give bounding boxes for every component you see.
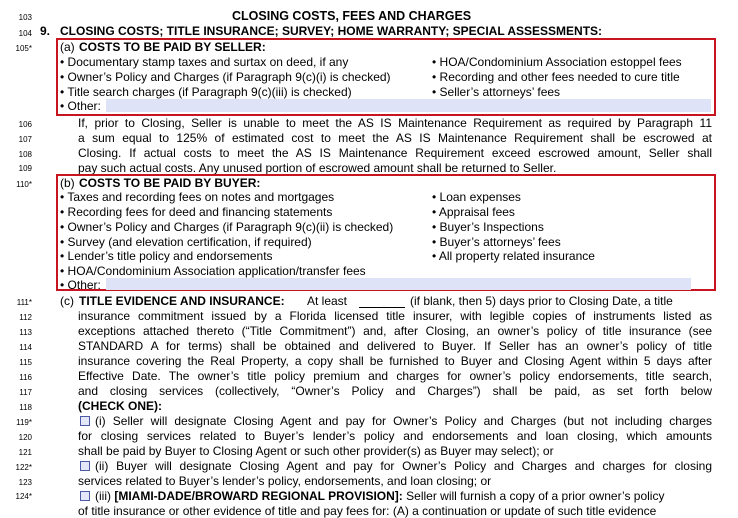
- line-number: 110*: [16, 180, 32, 189]
- buyer-cost-item: • Recording fees for deed and financing statements: [60, 205, 333, 219]
- line-number: 121: [18, 448, 32, 457]
- title-evidence-line-end: (if blank, then 5) days prior to Closing Date, a title: [410, 294, 673, 308]
- line-number: 120: [18, 433, 32, 442]
- line-number: 105*: [15, 44, 32, 53]
- buyer-other-label: • Other:: [60, 278, 101, 292]
- seller-other-field[interactable]: [106, 99, 711, 112]
- seller-section-label: (a): [60, 40, 75, 54]
- text-line: If, prior to Closing, Seller is unable to meet the AS IS Maintenance Requirement as required by Paragraph 11: [78, 116, 712, 130]
- buyer-cost-item: • All property related insurance: [432, 249, 595, 263]
- text-line: STANDARD A for terms) shall be obtained and delivered to Buyer. If Seller has an owner’s policy of title: [78, 339, 712, 353]
- option-ii-line: (ii) Buyer will designate Closing Agent and pay for Owner’s Policy and Charges and charges for closing: [95, 459, 712, 473]
- line-number: 109: [18, 164, 32, 173]
- line-number: 115: [19, 358, 32, 367]
- buyer-cost-item: • Appraisal fees: [432, 205, 515, 219]
- option-iii-line-2: of title insurance or other evidence of title and pay fees for: (A) a continuation or update of such title evidence: [78, 504, 657, 518]
- buyer-section-label: (b): [60, 176, 75, 190]
- text-line: insurance commitment issued by a Florida licensed title insurer, with legible copies of instruments listed as: [78, 309, 712, 323]
- option-iii-checkbox[interactable]: [80, 491, 90, 501]
- text-line: pay such actual costs. Any unused portion of escrowed amount shall be returned to Seller.: [78, 161, 557, 175]
- line-number: 108: [18, 150, 32, 159]
- buyer-cost-item: • Buyer’s Inspections: [432, 220, 544, 234]
- option-i-line: shall be paid by Buyer to Closing Agent or such other provider(s) as Buyer may select); or: [78, 444, 554, 458]
- option-iii-rest: Seller will furnish a copy of a prior owner’s policy: [406, 489, 665, 503]
- buyer-cost-item: • Loan expenses: [432, 190, 521, 204]
- line-number: 118: [19, 403, 32, 412]
- seller-section-title: COSTS TO BE PAID BY SELLER:: [79, 40, 266, 54]
- section-title: CLOSING COSTS; TITLE INSURANCE; SURVEY; HOME WARRANTY; SPECIAL ASSESSMENTS:: [60, 24, 603, 38]
- line-number: 103: [18, 13, 32, 22]
- buyer-cost-item: • Survey (and elevation certification, if required): [60, 235, 312, 249]
- seller-cost-item: • Owner’s Policy and Charges (if Paragraph 9(c)(i) is checked): [60, 70, 391, 84]
- line-number: 107: [18, 135, 32, 144]
- seller-cost-item: • Recording and other fees needed to cure title: [432, 70, 680, 84]
- line-number: 104: [18, 29, 32, 38]
- text-line: and closing services (collectively, “Owner’s Policy and Charges”) shall be paid, as set forth below: [78, 384, 712, 398]
- title-evidence-label: (c): [60, 294, 74, 308]
- option-iii-regional-provision: [MIAMI-DADE/BROWARD REGIONAL PROVISION]:: [114, 489, 403, 503]
- line-number: 106: [18, 120, 32, 129]
- line-number: 122*: [15, 463, 32, 472]
- document-heading: CLOSING COSTS, FEES AND CHARGES: [232, 9, 472, 23]
- text-line: Effective Date. The owner’s title policy premium and charges for owner’s policy endorsements, title search,: [78, 369, 712, 383]
- buyer-other-field[interactable]: [106, 278, 691, 290]
- line-number: 113: [19, 328, 32, 337]
- line-number: 111*: [16, 298, 32, 307]
- seller-cost-item: • Documentary stamp taxes and surtax on deed, if any: [60, 55, 349, 69]
- seller-cost-item: • Title search charges (if Paragraph 9(c)(iii) is checked): [60, 85, 352, 99]
- option-i-checkbox[interactable]: [80, 416, 90, 426]
- buyer-cost-item: • Taxes and recording fees on notes and mortgages: [60, 190, 335, 204]
- seller-cost-item: • Seller’s attorneys’ fees: [432, 85, 561, 99]
- text-line: insurance covering the Real Property, a copy shall be furnished to Buyer and Closing Agent within 5 days after: [78, 354, 712, 368]
- line-number: 112: [19, 313, 32, 322]
- line-number: 116: [19, 373, 32, 382]
- option-i-line: for closing services related to Buyer’s lender’s policy and endorsements and loan closing, which amounts: [78, 429, 712, 443]
- text-line: Closing. If actual costs to meet the AS IS Maintenance Requirement exceed escrowed amount, Seller shall: [78, 146, 712, 160]
- option-i-line: (i) Seller will designate Closing Agent and pay for Owner’s Policy and Charges (but not including charges: [95, 414, 712, 428]
- seller-cost-item: • HOA/Condominium Association estoppel fees: [432, 55, 682, 69]
- buyer-cost-item: • Owner’s Policy and Charges (if Paragraph 9(c)(ii) is checked): [60, 220, 394, 234]
- option-iii-line: [95, 489, 664, 503]
- seller-other-label: • Other:: [60, 99, 101, 113]
- option-ii-checkbox[interactable]: [80, 461, 90, 471]
- line-number: 124*: [15, 492, 32, 501]
- title-days-field[interactable]: [359, 294, 405, 308]
- buyer-section-title: COSTS TO BE PAID BY BUYER:: [79, 176, 261, 190]
- title-evidence-at-least: At least: [307, 294, 348, 308]
- title-evidence-paragraph: [78, 309, 712, 414]
- title-evidence-title: TITLE EVIDENCE AND INSURANCE:: [79, 294, 285, 308]
- check-one-label: (CHECK ONE):: [78, 399, 162, 413]
- option-iii-prefix: (iii): [95, 489, 111, 503]
- section-number: 9.: [40, 24, 51, 38]
- line-number: 117: [19, 388, 32, 397]
- option-ii-line: services related to Buyer’s lender’s policy, endorsements, and loan closing; or: [78, 474, 492, 488]
- text-line: a sum equal to 125% of estimated cost to meet the AS IS Maintenance Requirement shall be escrowed at: [78, 131, 712, 145]
- buyer-cost-item: • HOA/Condominium Association application/transfer fees: [60, 264, 366, 278]
- line-number: 114: [19, 343, 32, 352]
- text-line: exceptions attached thereto (“Title Commitment”) and, after Closing, an owner’s policy of title insurance (see: [78, 324, 712, 338]
- line-number: 123: [18, 478, 32, 487]
- line-number: 119*: [16, 418, 32, 427]
- escrow-paragraph: [78, 116, 712, 176]
- buyer-cost-item: • Lender’s title policy and endorsements: [60, 249, 273, 263]
- buyer-cost-item: • Buyer’s attorneys’ fees: [432, 235, 561, 249]
